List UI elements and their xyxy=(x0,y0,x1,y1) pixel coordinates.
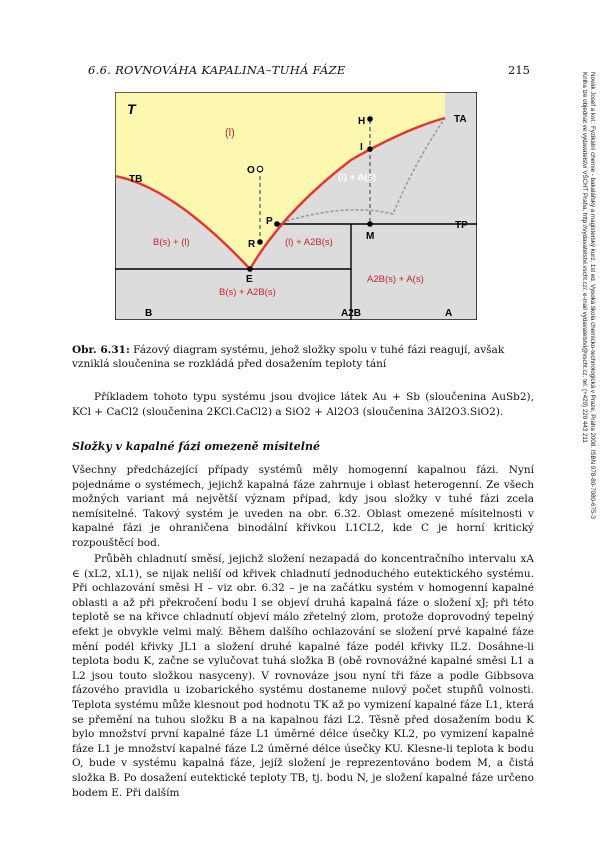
tp-label: TP xyxy=(455,220,468,231)
label-h: H xyxy=(358,116,366,127)
label-i: I xyxy=(360,142,363,153)
sidebar-copyright xyxy=(581,72,596,592)
sidebar-line-1: Novák Josef a kol.: Fyzikální chemie - bakalářský a magisterský kurz. 1st ed. Vysoká škola chemicko-technologická v Praze, Praha 2008. ISBN 978-80-7080-675-3 xyxy=(589,72,596,519)
point-m xyxy=(367,221,373,227)
paragraph-1: Všechny předcházející případy systémů měly homogenní kapalnou fázi. Nyní pojednáme o systémech, jejichž kapalná fáze zahrnuje i oblast heterogenní. Ze všech možných variant má největší význam případ, kdy jsou složky v tuhé fázi zcela nemísitelné. Takový systém je uveden na obr. 6.32. Oblast omezené mísitelnosti v kapalné fázi je ohraničena binodální křivkou L1CL2, kde C je horní kritický rozpouštěcí bod. xyxy=(72,464,534,549)
intro-paragraph: Příkladem tohoto typu systému jsou dvojice látek Au + Sb (sloučenina AuSb2), KCl + CaCl2 (sloučenina 2KCl.CaCl2) a SiO2 + Al2O3 (sloučenina 3Al2O3.SiO2). xyxy=(72,391,534,418)
label-p: P xyxy=(266,216,273,227)
region-b-l: B(s) + (l) xyxy=(153,237,190,248)
point-i xyxy=(367,146,373,152)
running-header: 6.6. ROVNOVÁHA KAPALINA–TUHÁ FÁZE xyxy=(88,63,346,77)
ta-label: TA xyxy=(454,114,467,125)
paragraph-2: Průběh chladnutí směsí, jejichž složení nezapadá do koncentračního intervalu xA ∈ (xL2, xL1), se nijak neliší od křivek chladnutí jednoduchého eutektického systému. Při ochlazování směsi H – viz obr. 6.32 – je na začátku systém v homogenní kapalné oblasti a až při překročení bodu I se objeví druhá kapalná fáze o složení xJ; při této teplotě se na křivce chladnutí objeví málo zřetelný zlom, protože doprovodný tepelný efekt je obvykle velmi malý. Během dalšího ochlazování se složení prvé kapalné fáze mění podél křivky JL1 a složení druhé kapalné fáze podél křivky IL2. Dosáhne-li teplota bodu K, začne se vylučovat tuhá složka B (obě rovnovážné kapalné směsi L1 a L2 jsou touto složkou nasyceny). V rovnováze jsou nyní tři fáze a podle Gibbsova fázového pravidla u izobarického systému dostaneme nulový počet stupňů volnosti. Teplota systému může klesnout pod hodnotu TK až po vymizení kapalné fáze L1, která se přemění na tuhou složku B a na kapalnou fázi L2. Těsně před dosažením bodu K bylo množství první kapalné fáze L1 úměrné délce úsečky KL2, po vymizení kapalné fáze L1 je množství kapalné fáze L2 úměrné délce úsečky KU. Klesne-li teplota k bodu O, bude v systému kapalná fáze, jejíž složení je reprezentováno bodem M, a čistá složka B. Po dosažení eutektické teploty TB, tj. bodu N, je složení kapalné fáze určeno bodem E. Při dalším xyxy=(72,553,534,799)
x-axis-a2b: A2B xyxy=(341,308,362,319)
x-axis-b: B xyxy=(145,308,153,319)
phase-diagram xyxy=(115,92,477,320)
tb-label: TB xyxy=(129,174,143,185)
label-r: R xyxy=(248,239,256,250)
sidebar-line-2: Kniha lze objednat ve vydavatelství VŠCHT Praha, http://vydavatelstvi.vscht.cz/, e-mail vydavatelstvi@vscht.cz, tel. (+420) 220 443 211 xyxy=(581,72,588,443)
point-h xyxy=(367,116,373,122)
page-number: 215 xyxy=(508,63,530,77)
label-o: O xyxy=(247,165,255,176)
region-l-a2b: (l) + A2B(s) xyxy=(285,237,333,248)
point-r xyxy=(257,239,263,245)
point-o xyxy=(257,166,263,172)
region-l-a: (l) + A(s) xyxy=(338,172,376,183)
label-e: E xyxy=(246,274,253,285)
figure-caption xyxy=(72,343,534,371)
caption-text: Fázový diagram systému, jehož složky spolu v tuhé fázi reagují, avšak vzniklá sloučenina se rozkládá před dosažením teploty tání xyxy=(72,344,505,370)
region-a2b-a: A2B(s) + A(s) xyxy=(367,274,424,285)
label-m: M xyxy=(366,231,375,242)
caption-label: Obr. 6.31: xyxy=(72,344,130,356)
y-axis-label: T xyxy=(127,101,136,117)
section-title: Složky v kapalné fázi omezeně mísitelné xyxy=(72,440,320,453)
point-e xyxy=(247,266,253,272)
region-b-a2b: B(s) + A2B(s) xyxy=(219,287,276,298)
point-p xyxy=(274,221,280,227)
region-liquid: (l) xyxy=(225,127,235,139)
x-axis-a: A xyxy=(445,308,453,319)
